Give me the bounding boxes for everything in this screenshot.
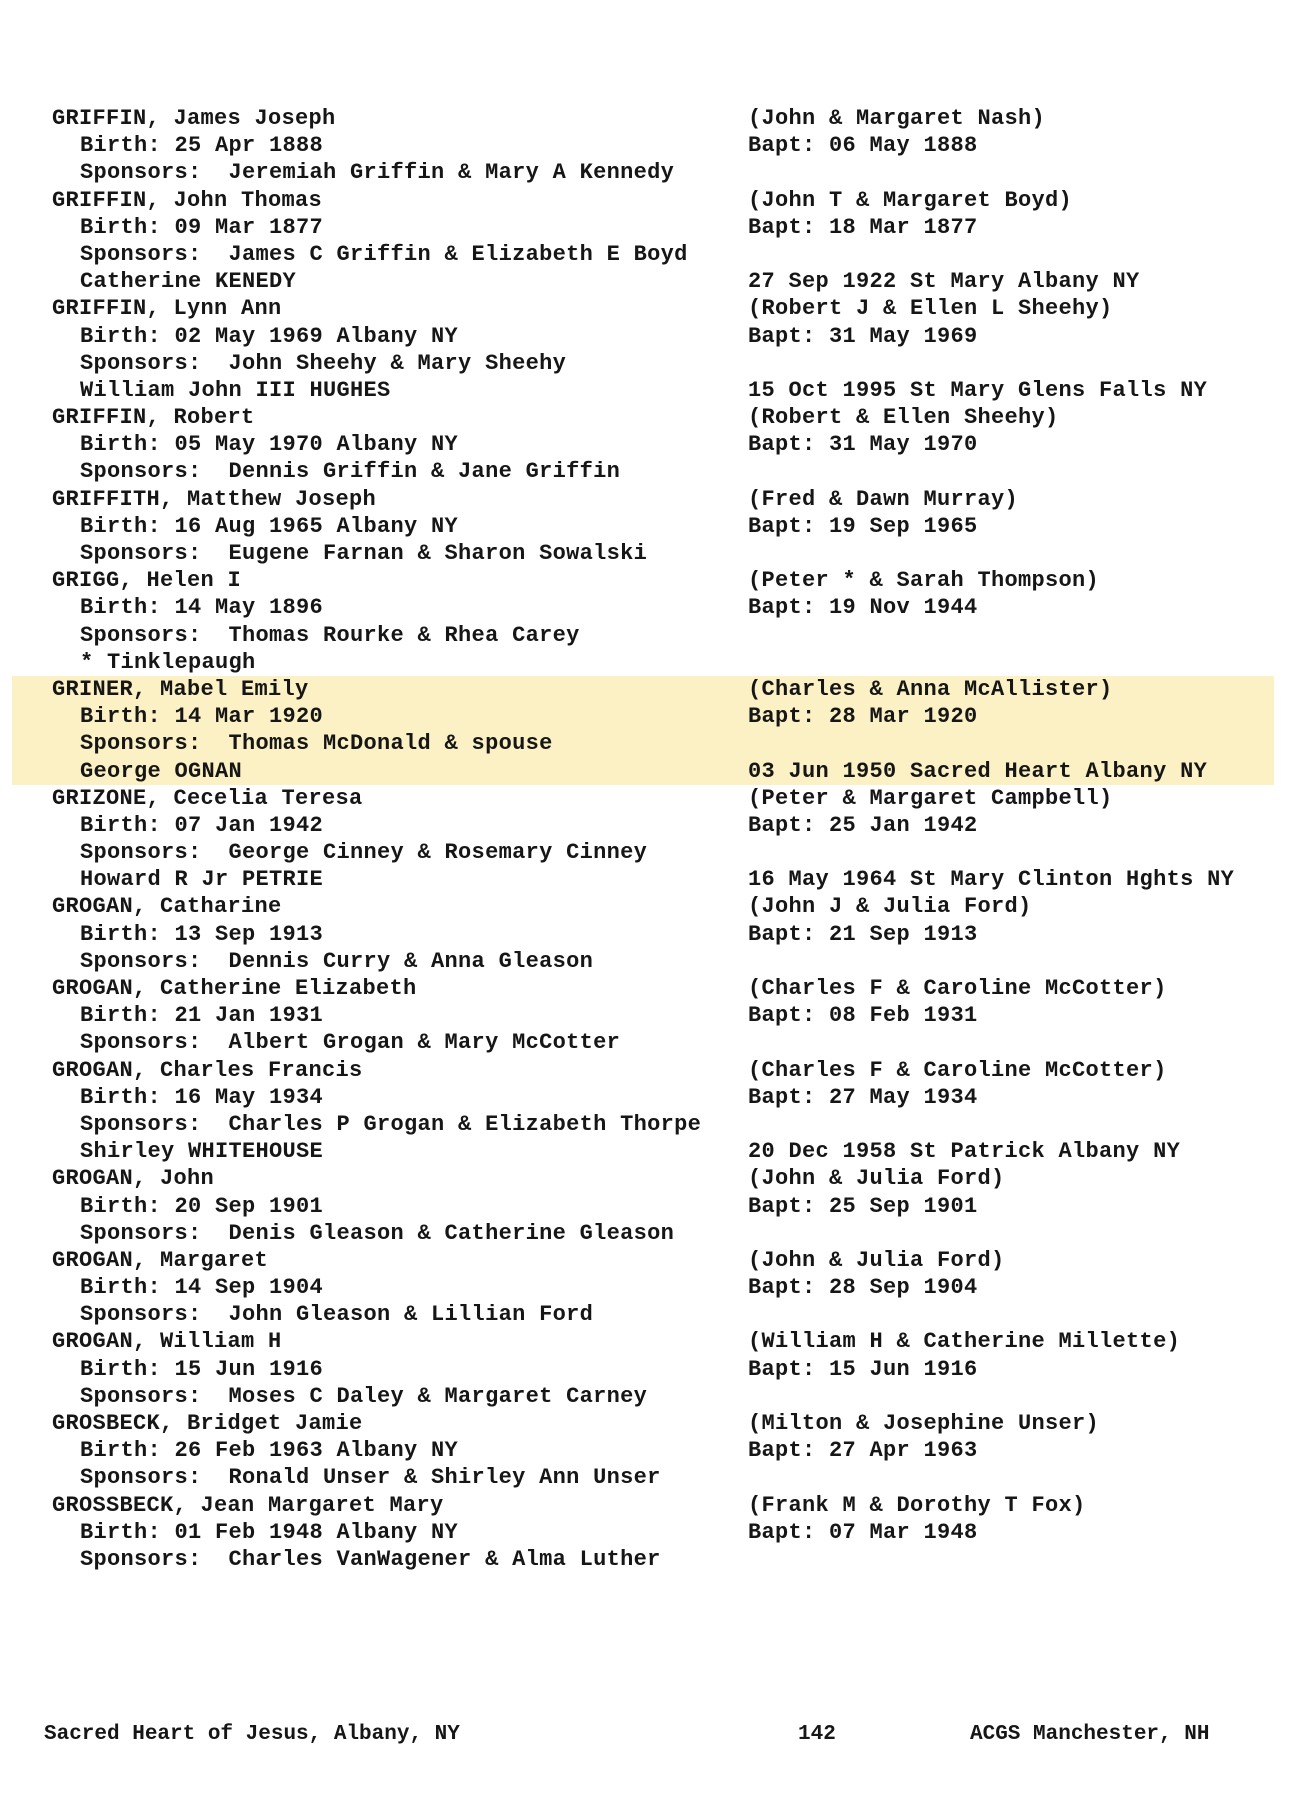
- record-name: GRIGG, Helen I: [52, 568, 242, 594]
- record-detail-text: Sponsors: Thomas Rourke & Rhea Carey: [80, 622, 580, 648]
- record-detail-text: Birth: 16 May 1934: [80, 1084, 324, 1110]
- record-detail-line: [0, 268, 1302, 295]
- record-detail-line: [0, 513, 1302, 540]
- record-name: GROGAN, Catherine Elizabeth: [52, 976, 417, 1001]
- record-right-column: 20 Dec 1958 St Patrick Albany NY: [748, 1139, 1181, 1165]
- record-name-line: [0, 1057, 1302, 1084]
- record-right-column: Bapt: 08 Feb 1931: [748, 1003, 978, 1029]
- record-detail-text: Birth: 20 Sep 1901: [80, 1193, 324, 1219]
- record-detail-line: [0, 323, 1302, 350]
- footer-parish: Sacred Heart of Jesus, Albany, NY: [44, 1723, 460, 1746]
- record-name-line: [0, 404, 1302, 431]
- record-detail-line: [0, 377, 1302, 404]
- record-name-line: [0, 187, 1302, 214]
- record-detail-text: Sponsors: Ronald Unser & Shirley Ann Unser: [80, 1465, 661, 1491]
- record-name: GRIFFITH, Matthew Joseph: [52, 486, 377, 512]
- record-detail-text: Sponsors: Thomas McDonald & spouse: [80, 731, 553, 757]
- record-name: GRIFFIN, James Joseph: [52, 106, 336, 131]
- record-name: GROGAN, William H: [52, 1329, 282, 1355]
- record-right-column: (Charles F & Caroline McCotter): [748, 976, 1167, 1001]
- record-right-column: Bapt: 19 Sep 1965: [748, 513, 978, 539]
- record-right-column: 03 Jun 1950 Sacred Heart Albany NY: [748, 758, 1208, 784]
- record-name: GROGAN, Catharine: [52, 894, 282, 920]
- record-detail-line: [0, 132, 1302, 159]
- record-detail-text: Birth: 02 May 1969 Albany NY: [80, 323, 459, 349]
- record-detail-text: Birth: 07 Jan 1942: [80, 812, 324, 838]
- record-detail-line: [0, 622, 1302, 649]
- record-detail-line: [0, 431, 1302, 458]
- record-detail-text: Birth: 14 May 1896: [80, 595, 324, 621]
- record-name-line: [0, 1165, 1302, 1192]
- record-right-column: (Fred & Dawn Murray): [748, 486, 1019, 512]
- record-detail-line: [0, 594, 1302, 621]
- record-detail-line: [0, 1274, 1302, 1301]
- record-right-column: Bapt: 18 Mar 1877: [748, 214, 978, 240]
- record-detail-text: Sponsors: Dennis Curry & Anna Gleason: [80, 948, 594, 974]
- record-right-column: Bapt: 19 Nov 1944: [748, 595, 978, 621]
- record-name: GROGAN, Charles Francis: [52, 1057, 363, 1083]
- record-name: GRINER, Mabel Emily: [52, 676, 309, 702]
- record-right-column: Bapt: 15 Jun 1916: [748, 1356, 978, 1382]
- record-detail-line: [0, 540, 1302, 567]
- record-detail-text: George OGNAN: [80, 758, 243, 784]
- record-right-column: Bapt: 27 Apr 1963: [748, 1438, 978, 1464]
- record-right-column: (John & Julia Ford): [748, 1247, 1005, 1273]
- page-footer: [0, 1720, 1302, 1750]
- record-detail-line: [0, 350, 1302, 377]
- record-detail-text: Sponsors: John Sheehy & Mary Sheehy: [80, 350, 567, 376]
- record-right-column: (Charles & Anna McAllister): [748, 676, 1113, 702]
- record-detail-text: Birth: 14 Sep 1904: [80, 1275, 324, 1301]
- record-detail-line: [0, 1464, 1302, 1491]
- record-detail-text: Sponsors: George Cinney & Rosemary Cinney: [80, 840, 648, 866]
- record-name: GRIFFIN, Robert: [52, 405, 255, 431]
- record-detail-text: Sponsors: Charles VanWagener & Alma Luther: [80, 1546, 661, 1572]
- record-detail-line: [0, 866, 1302, 893]
- record-name: GROGAN, John: [52, 1166, 215, 1192]
- record-right-column: Bapt: 25 Sep 1901: [748, 1193, 978, 1219]
- record-name-line: [0, 1247, 1302, 1274]
- record-detail-line: [12, 730, 1274, 757]
- record-right-column: (Robert J & Ellen L Sheehy): [748, 296, 1113, 322]
- record-right-column: (William H & Catherine Millette): [748, 1329, 1181, 1355]
- record-detail-line: [0, 948, 1302, 975]
- record-name-line: [0, 486, 1302, 513]
- record-detail-text: Sponsors: Albert Grogan & Mary McCotter: [80, 1030, 621, 1056]
- record-name: GROGAN, Margaret: [52, 1247, 269, 1273]
- record-name-line: [0, 785, 1302, 812]
- record-detail-text: Sponsors: Eugene Farnan & Sharon Sowalski: [80, 541, 648, 566]
- record-name-line: [0, 893, 1302, 920]
- record-right-column: Bapt: 25 Jan 1942: [748, 812, 978, 838]
- record-detail-text: Sponsors: Dennis Griffin & Jane Griffin: [80, 459, 621, 485]
- record-detail-text: Sponsors: Moses C Daley & Margaret Carney: [80, 1383, 648, 1409]
- record-right-column: (John & Margaret Nash): [748, 106, 1046, 131]
- record-right-column: Bapt: 31 May 1969: [748, 323, 978, 349]
- record-detail-text: Birth: 21 Jan 1931: [80, 1003, 324, 1029]
- record-name-line: [0, 975, 1302, 1002]
- record-right-column: (John J & Julia Ford): [748, 894, 1032, 920]
- record-detail-text: Sponsors: John Gleason & Lillian Ford: [80, 1302, 594, 1328]
- record-detail-line: [0, 921, 1302, 948]
- record-name-line: [12, 676, 1274, 703]
- record-detail-text: Birth: 15 Jun 1916: [80, 1356, 324, 1382]
- record-name: GROSBECK, Bridget Jamie: [52, 1411, 363, 1436]
- record-detail-line: [0, 241, 1302, 268]
- record-detail-text: Howard R Jr PETRIE: [80, 867, 324, 893]
- record-detail-text: Birth: 01 Feb 1948 Albany NY: [80, 1519, 459, 1545]
- record-right-column: Bapt: 07 Mar 1948: [748, 1519, 978, 1545]
- record-right-column: (Peter & Margaret Campbell): [748, 785, 1113, 811]
- record-name: GRIFFIN, John Thomas: [52, 187, 323, 213]
- record-detail-text: Birth: 13 Sep 1913: [80, 921, 324, 947]
- record-right-column: (Milton & Josephine Unser): [748, 1411, 1100, 1436]
- record-detail-line: [0, 1084, 1302, 1111]
- record-name-line: [0, 105, 1302, 132]
- record-detail-text: Birth: 16 Aug 1965 Albany NY: [80, 513, 459, 539]
- record-name: GRIZONE, Cecelia Teresa: [52, 785, 363, 811]
- record-right-column: (Frank M & Dorothy T Fox): [748, 1492, 1086, 1518]
- record-detail-text: Sponsors: James C Griffin & Elizabeth E Boyd: [80, 241, 688, 267]
- record-detail-line: [0, 1356, 1302, 1383]
- record-detail-text: * Tinklepaugh: [80, 649, 256, 675]
- record-detail-line: [0, 1002, 1302, 1029]
- record-detail-line: [0, 1029, 1302, 1056]
- baptism-record-list: [0, 105, 1302, 1573]
- record-detail-line: [0, 1519, 1302, 1546]
- record-detail-line: [0, 1546, 1302, 1573]
- record-right-column: 15 Oct 1995 St Mary Glens Falls NY: [748, 377, 1208, 403]
- record-detail-text: Birth: 26 Feb 1963 Albany NY: [80, 1438, 459, 1464]
- record-detail-line: [0, 839, 1302, 866]
- record-detail-line: [0, 1111, 1302, 1138]
- record-detail-line: [0, 458, 1302, 485]
- record-name: GROSSBECK, Jean Margaret Mary: [52, 1492, 444, 1518]
- record-detail-line: [0, 812, 1302, 839]
- record-detail-text: Birth: 05 May 1970 Albany NY: [80, 432, 459, 458]
- record-detail-text: Birth: 14 Mar 1920: [80, 704, 324, 730]
- record-right-column: Bapt: 21 Sep 1913: [748, 921, 978, 947]
- record-detail-line: [0, 1383, 1302, 1410]
- record-name-line: [0, 1328, 1302, 1355]
- record-right-column: Bapt: 06 May 1888: [748, 133, 978, 159]
- record-right-column: (Charles F & Caroline McCotter): [748, 1057, 1167, 1083]
- record-detail-text: Birth: 09 Mar 1877: [80, 214, 324, 240]
- record-detail-line: [0, 1437, 1302, 1464]
- record-right-column: (John T & Margaret Boyd): [748, 187, 1073, 213]
- record-detail-line: [0, 1220, 1302, 1247]
- record-detail-line: [12, 703, 1274, 730]
- record-right-column: (Robert & Ellen Sheehy): [748, 405, 1059, 431]
- page-number: 142: [798, 1723, 836, 1746]
- record-detail-line: [0, 1138, 1302, 1165]
- record-detail-text: Sponsors: Jeremiah Griffin & Mary A Kennedy: [80, 160, 675, 186]
- record-right-column: (John & Julia Ford): [748, 1166, 1005, 1192]
- record-right-column: Bapt: 31 May 1970: [748, 432, 978, 458]
- record-right-column: Bapt: 28 Mar 1920: [748, 704, 978, 730]
- record-right-column: 16 May 1964 St Mary Clinton Hghts NY: [748, 867, 1235, 893]
- record-name-line: [0, 295, 1302, 322]
- record-right-column: Bapt: 28 Sep 1904: [748, 1275, 978, 1301]
- record-detail-text: Sponsors: Denis Gleason & Catherine Gleason: [80, 1220, 675, 1246]
- record-right-column: Bapt: 27 May 1934: [748, 1084, 978, 1110]
- record-detail-line: [12, 758, 1274, 785]
- record-detail-text: William John III HUGHES: [80, 377, 391, 403]
- record-name-line: [0, 1492, 1302, 1519]
- record-name-line: [0, 1410, 1302, 1437]
- record-right-column: (Peter * & Sarah Thompson): [748, 568, 1100, 594]
- record-name: GRIFFIN, Lynn Ann: [52, 296, 282, 322]
- record-detail-line: [0, 1193, 1302, 1220]
- record-detail-text: Sponsors: Charles P Grogan & Elizabeth Thorpe: [80, 1111, 702, 1137]
- record-detail-line: [0, 159, 1302, 186]
- record-detail-text: Shirley WHITEHOUSE: [80, 1139, 324, 1165]
- record-name-line: [0, 567, 1302, 594]
- record-detail-line: [0, 1301, 1302, 1328]
- record-detail-line: [0, 214, 1302, 241]
- record-detail-text: Birth: 25 Apr 1888: [80, 133, 324, 159]
- footer-publisher: ACGS Manchester, NH: [970, 1723, 1210, 1746]
- record-detail-line: [0, 649, 1302, 676]
- record-right-column: 27 Sep 1922 St Mary Albany NY: [748, 269, 1140, 295]
- record-detail-text: Catherine KENEDY: [80, 269, 297, 295]
